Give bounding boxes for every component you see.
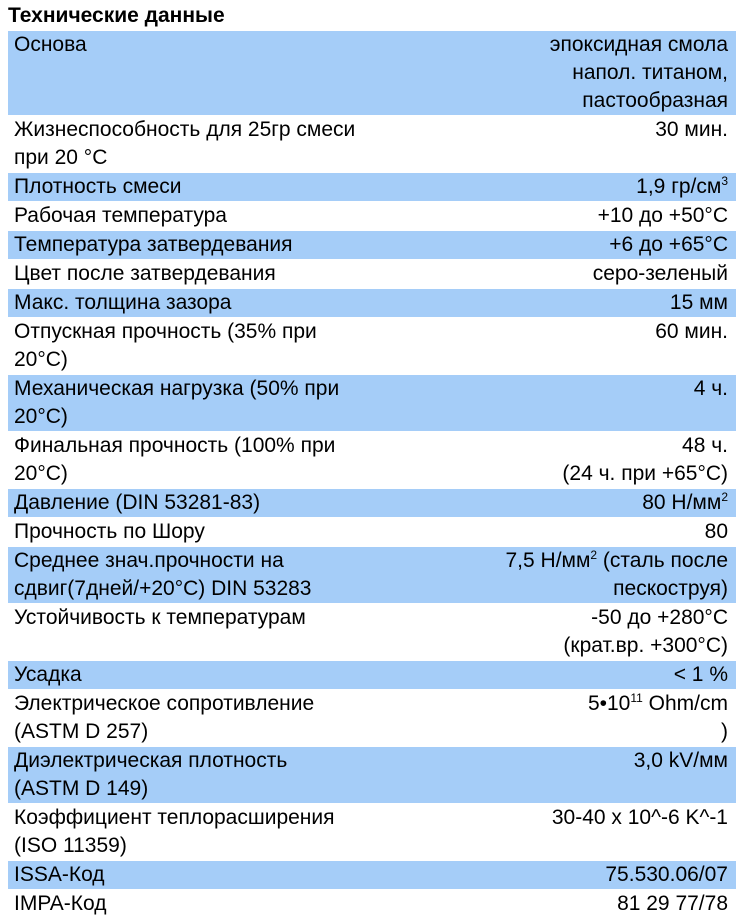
spec-value-line bbox=[434, 690, 728, 718]
spec-label-line: Прочность по Шору bbox=[14, 520, 205, 543]
spec-value bbox=[434, 890, 736, 918]
spec-label-line: сдвиг(7дней/+20°C) DIN 53283 bbox=[14, 577, 312, 600]
spec-value-text: 30-40 x 10^-6 K^-1 bbox=[551, 806, 728, 829]
spec-row bbox=[8, 604, 736, 660]
spec-value bbox=[434, 747, 736, 775]
spec-value-line bbox=[434, 116, 728, 144]
spec-row bbox=[8, 31, 736, 115]
spec-label bbox=[8, 260, 434, 288]
spec-value bbox=[434, 318, 736, 346]
spec-label-line: Среднее знач.прочности на bbox=[14, 549, 284, 572]
superscript: 11 bbox=[630, 691, 643, 705]
spec-value-text: 48 ч. bbox=[682, 434, 728, 457]
spec-row bbox=[8, 661, 736, 689]
spec-value-line bbox=[434, 804, 728, 832]
spec-value-line bbox=[434, 575, 728, 603]
spec-value bbox=[434, 260, 736, 288]
spec-value bbox=[434, 116, 736, 144]
spec-row bbox=[8, 861, 736, 889]
spec-value-text: Ohm/cm bbox=[642, 692, 728, 715]
spec-value-text: 60 мин. bbox=[655, 320, 728, 343]
spec-value-text: 81 29 77/78 bbox=[617, 892, 728, 915]
spec-label bbox=[8, 489, 434, 517]
spec-row bbox=[8, 547, 736, 603]
spec-label bbox=[8, 661, 434, 689]
spec-value bbox=[434, 861, 736, 889]
spec-label-line: Рабочая температура bbox=[14, 204, 227, 227]
spec-value bbox=[434, 432, 736, 488]
spec-label bbox=[8, 202, 434, 230]
spec-label-line: Отпускная прочность (35% при bbox=[14, 320, 317, 343]
spec-label-line: Электрическое сопротивление bbox=[14, 692, 315, 715]
superscript: 3 bbox=[721, 174, 728, 188]
spec-label-line: Устойчивость к температурам bbox=[14, 606, 306, 629]
spec-row bbox=[8, 375, 736, 431]
spec-value bbox=[434, 231, 736, 259]
spec-label bbox=[8, 547, 434, 603]
spec-row bbox=[8, 518, 736, 546]
spec-label bbox=[8, 318, 434, 374]
spec-label bbox=[8, 747, 434, 803]
spec-value-text: < 1 % bbox=[673, 663, 728, 686]
spec-label bbox=[8, 518, 434, 546]
spec-value-text: 80 bbox=[704, 520, 728, 543]
spec-row bbox=[8, 173, 736, 201]
spec-row bbox=[8, 489, 736, 517]
spec-label bbox=[8, 231, 434, 259]
spec-value bbox=[434, 173, 736, 201]
spec-row bbox=[8, 318, 736, 374]
spec-row bbox=[8, 116, 736, 172]
spec-value-line bbox=[434, 861, 728, 889]
spec-value bbox=[434, 547, 736, 603]
spec-label-line: Цвет после затвердевания bbox=[14, 262, 276, 285]
spec-label bbox=[8, 804, 434, 860]
spec-label bbox=[8, 890, 434, 918]
spec-value-text: 75.530.06/07 bbox=[605, 863, 728, 886]
spec-value-text: серо-зеленый bbox=[592, 262, 728, 285]
spec-value-text: 4 ч. bbox=[693, 377, 728, 400]
spec-row bbox=[8, 289, 736, 317]
spec-value-line bbox=[434, 518, 728, 546]
spec-label-line: Температура затвердевания bbox=[14, 233, 293, 256]
spec-value bbox=[434, 289, 736, 317]
spec-value-line bbox=[434, 173, 728, 201]
spec-value-text: пескоструя) bbox=[613, 577, 728, 600]
spec-label-line: Макс. толщина зазора bbox=[14, 291, 232, 314]
spec-value-line bbox=[434, 318, 728, 346]
spec-value-line bbox=[434, 289, 728, 317]
spec-label bbox=[8, 604, 434, 632]
spec-value-text: +10 до +50°C bbox=[597, 204, 728, 227]
spec-label-line: (ISO 11359) bbox=[14, 834, 127, 857]
spec-value bbox=[434, 804, 736, 832]
spec-value-line bbox=[434, 59, 728, 87]
spec-value-text: 3,0 kV/мм bbox=[633, 749, 728, 772]
spec-value-text: 1,9 гр/см bbox=[636, 175, 722, 198]
spec-value-line bbox=[434, 31, 728, 59]
spec-value-line bbox=[434, 260, 728, 288]
superscript: 2 bbox=[590, 548, 598, 562]
spec-label-line: ISSA-Код bbox=[14, 863, 105, 886]
spec-value-line bbox=[434, 375, 728, 403]
spec-value-text: -50 до +280°C bbox=[591, 606, 728, 629]
spec-label bbox=[8, 116, 434, 172]
spec-row bbox=[8, 690, 736, 746]
spec-label-line: 20°C) bbox=[14, 348, 68, 371]
spec-value bbox=[434, 31, 736, 115]
spec-value bbox=[434, 518, 736, 546]
spec-value bbox=[434, 690, 736, 746]
spec-value bbox=[434, 604, 736, 660]
spec-row bbox=[8, 804, 736, 860]
spec-value-text: 80 Н/мм bbox=[642, 491, 722, 514]
spec-label-line: Давление (DIN 53281-83) bbox=[14, 491, 261, 514]
spec-label-line: Основа bbox=[14, 33, 87, 56]
spec-value-text: 7,5 Н/мм bbox=[505, 549, 591, 572]
spec-value-line bbox=[434, 890, 728, 918]
spec-table bbox=[8, 31, 736, 918]
spec-label-line: Диэлектрическая плотность bbox=[14, 749, 288, 772]
spec-row bbox=[8, 432, 736, 488]
spec-value-line bbox=[434, 718, 728, 746]
spec-value-text: 5•10 bbox=[587, 692, 631, 715]
spec-value-text: +6 до +65°C bbox=[609, 233, 728, 256]
spec-value-text: 30 мин. bbox=[655, 118, 728, 141]
spec-label-line: 20°C) bbox=[14, 462, 68, 485]
spec-value-text: (сталь после bbox=[597, 549, 728, 572]
spec-value bbox=[434, 489, 736, 517]
spec-label bbox=[8, 173, 434, 201]
spec-value bbox=[434, 375, 736, 403]
spec-value-line bbox=[434, 460, 728, 488]
spec-label bbox=[8, 432, 434, 488]
spec-label bbox=[8, 289, 434, 317]
spec-value-line bbox=[434, 489, 728, 517]
spec-label-line: 20°C) bbox=[14, 405, 68, 428]
spec-value bbox=[434, 661, 736, 689]
spec-label-line: IMPA-Код bbox=[14, 892, 107, 915]
spec-label bbox=[8, 690, 434, 746]
spec-label-line: Финальная прочность (100% при bbox=[14, 434, 336, 457]
spec-label-line: Плотность смеси bbox=[14, 175, 182, 198]
spec-value-text: пастообразная bbox=[582, 89, 728, 112]
spec-value-text: 15 мм bbox=[669, 291, 728, 314]
spec-row bbox=[8, 260, 736, 288]
spec-row bbox=[8, 231, 736, 259]
spec-label bbox=[8, 375, 434, 431]
spec-label bbox=[8, 861, 434, 889]
spec-value-text: ) bbox=[721, 720, 728, 743]
spec-value-line bbox=[434, 231, 728, 259]
spec-value-line bbox=[434, 604, 728, 632]
spec-label-line: (ASTM D 149) bbox=[14, 777, 149, 800]
spec-row bbox=[8, 890, 736, 918]
spec-label-line: Усадка bbox=[14, 663, 82, 686]
spec-value-line bbox=[434, 747, 728, 775]
spec-value-text: эпоксидная смола bbox=[549, 33, 728, 56]
spec-value-text: (крат.вр. +300°C) bbox=[563, 634, 728, 657]
spec-label-line: при 20 °C bbox=[14, 146, 108, 169]
section-title: Технические данные bbox=[8, 4, 225, 27]
spec-value bbox=[434, 202, 736, 230]
spec-label-line: Механическая нагрузка (50% при bbox=[14, 377, 340, 400]
spec-value-line bbox=[434, 547, 728, 575]
spec-row bbox=[8, 202, 736, 230]
spec-value-line bbox=[434, 661, 728, 689]
spec-value-line bbox=[434, 202, 728, 230]
spec-value-line bbox=[434, 87, 728, 115]
spec-value-text: (24 ч. при +65°C) bbox=[562, 462, 728, 485]
spec-value-text: напол. титаном, bbox=[572, 61, 728, 84]
spec-value-line bbox=[434, 632, 728, 660]
spec-value-line bbox=[434, 432, 728, 460]
spec-label-line: Коэффициент теплорасширения bbox=[14, 806, 335, 829]
superscript: 2 bbox=[721, 490, 728, 504]
spec-row bbox=[8, 747, 736, 803]
spec-label bbox=[8, 31, 434, 59]
spec-label-line: (ASTM D 257) bbox=[14, 720, 149, 743]
spec-label-line: Жизнеспособность для 25гр смеси bbox=[14, 118, 356, 141]
